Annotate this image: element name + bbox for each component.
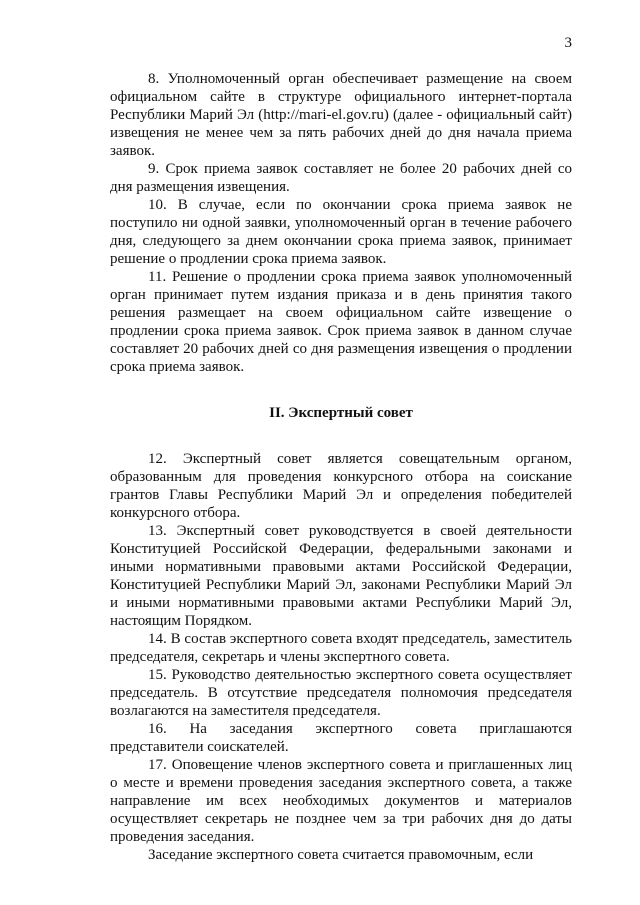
paragraph-13: 13. Экспертный совет руководствуется в своей деятельности Конституцией Российской Федерации, федеральными законами и иными нормативными правовыми актами Российской Федерации, Конституцией Республики Марий Эл, законами Республики Марий Эл и иными нормативными правовыми актами Республики Марий Эл, настоящим Порядком.	[110, 523, 572, 629]
document-body	[110, 70, 572, 864]
paragraph-11: 11. Решение о продлении срока приема заявок уполномоченный орган принимает путем издания приказа и в день принятия такого решения размещает на своем официальном сайте извещение о продлении срока приема заявок. Срок приема заявок в данном случае составляет 20 рабочих дней со дня размещения извещения о продлении срока приема заявок.	[110, 269, 572, 375]
section-heading: II. Экспертный совет	[269, 405, 413, 421]
paragraph-9: 9. Срок приема заявок составляет не более 20 рабочих дней со дня размещения извещения.	[110, 161, 572, 195]
paragraph-14: 14. В состав экспертного совета входят председатель, заместитель председателя, секретарь и члены экспертного совета.	[110, 631, 572, 665]
paragraph-8: 8. Уполномоченный орган обеспечивает размещение на своем официальном сайте в структуре официального интернет-портала Республики Марий Эл (http://mari-el.gov.ru) (далее - официальный сайт) извещения не менее чем за пять рабочих дней до дня начала приема заявок.	[110, 71, 572, 159]
paragraph-quorum: Заседание экспертного совета считается правомочным, если	[148, 847, 534, 863]
paragraph-15: 15. Руководство деятельностью экспертного совета осуществляет председатель. В отсутствие председателя полномочия председателя возлагаются на заместителя председателя.	[110, 667, 572, 719]
paragraph-17: 17. Оповещение членов экспертного совета и приглашенных лиц о месте и времени проведения заседания экспертного совета, а также направление им всех необходимых документов и материалов осуществляет секретарь не позднее чем за три рабочих дня до даты проведения заседания.	[110, 757, 572, 845]
paragraph-10: 10. В случае, если по окончании срока приема заявок не поступило ни одной заявки, уполномоченный орган в течение рабочего дня, следующего за днем окончании срока приема заявок, принимает решение о продлении срока приема заявок.	[110, 197, 572, 267]
paragraph-12: 12. Экспертный совет является совещательным органом, образованным для проведения конкурсного отбора на соискание грантов Главы Республики Марий Эл и определения победителей конкурсного отбора.	[110, 451, 572, 521]
page-number: 3	[564, 35, 572, 51]
paragraph-16: 16. На заседания экспертного совета приглашаются представители соискателей.	[110, 721, 572, 755]
